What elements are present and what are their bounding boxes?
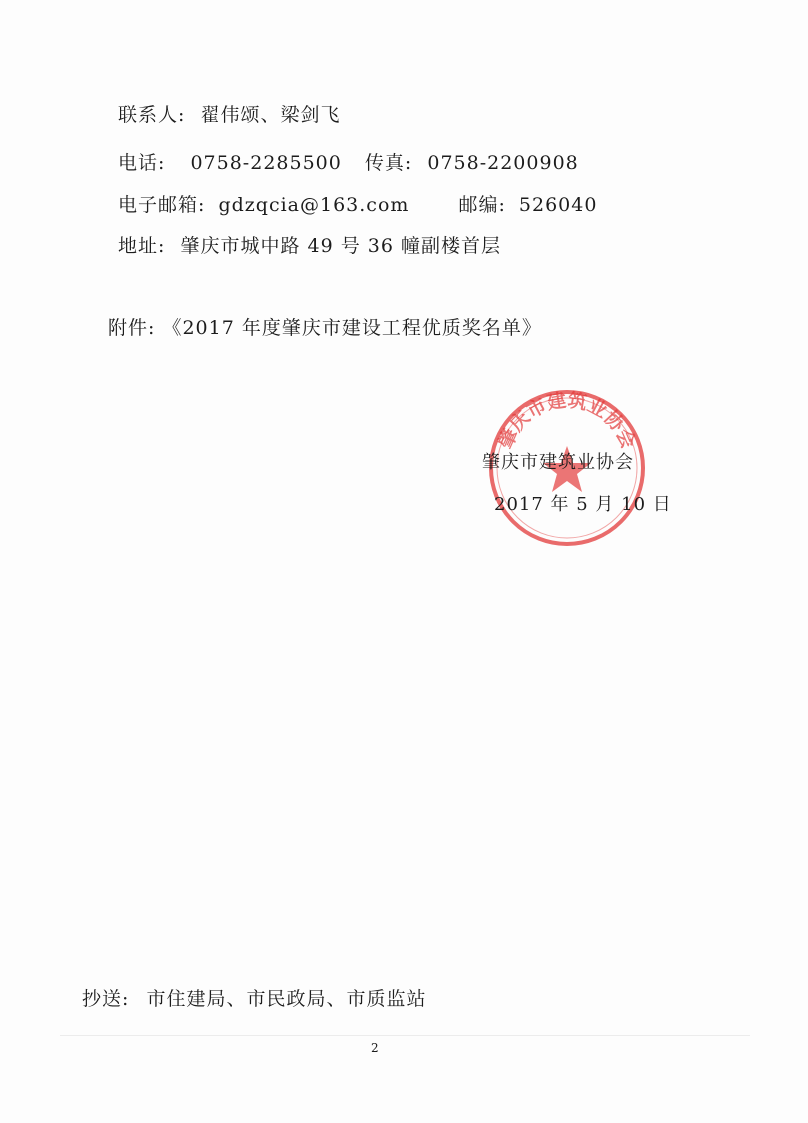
phone-line <box>118 148 579 175</box>
attachment-value: 《2017 年度肇庆市建设工程优质奖名单》 <box>162 317 542 339</box>
postcode-label: 邮编: <box>458 194 506 216</box>
page-number: 2 <box>371 1041 379 1055</box>
phone-label: 电话: <box>118 152 166 174</box>
footer-divider <box>60 1035 750 1036</box>
fax-label: 传真: <box>364 152 413 174</box>
email-label: 电子邮箱: <box>118 194 206 216</box>
signature-org: 肇庆市建筑业协会 <box>482 452 634 473</box>
cc-label: 抄送: <box>82 988 130 1010</box>
attachment-label: 附件: <box>108 317 156 339</box>
cc-line <box>82 984 426 1011</box>
phone-value: 0758-2285500 <box>190 152 342 174</box>
signature-date: 2017 年 5 月 10 日 <box>494 494 672 515</box>
address-line <box>118 231 501 258</box>
cc-value: 市住建局、市民政局、市质监站 <box>146 988 427 1010</box>
address-value: 肇庆市城中路 49 号 36 幢副楼首层 <box>180 235 501 257</box>
fax-value: 0758-2200908 <box>427 152 579 174</box>
postcode-value: 526040 <box>518 194 598 216</box>
seal-text: 肇庆市建筑业协会 <box>494 389 640 452</box>
attachment-line <box>108 313 542 340</box>
contact-person-value: 翟伟颂、梁剑飞 <box>200 104 341 126</box>
address-label: 地址: <box>118 235 166 257</box>
email-value: gdzqcia@163.com <box>218 194 410 216</box>
email-line <box>118 190 597 217</box>
contact-person-line <box>118 100 340 127</box>
contact-person-label: 联系人: <box>118 104 186 126</box>
